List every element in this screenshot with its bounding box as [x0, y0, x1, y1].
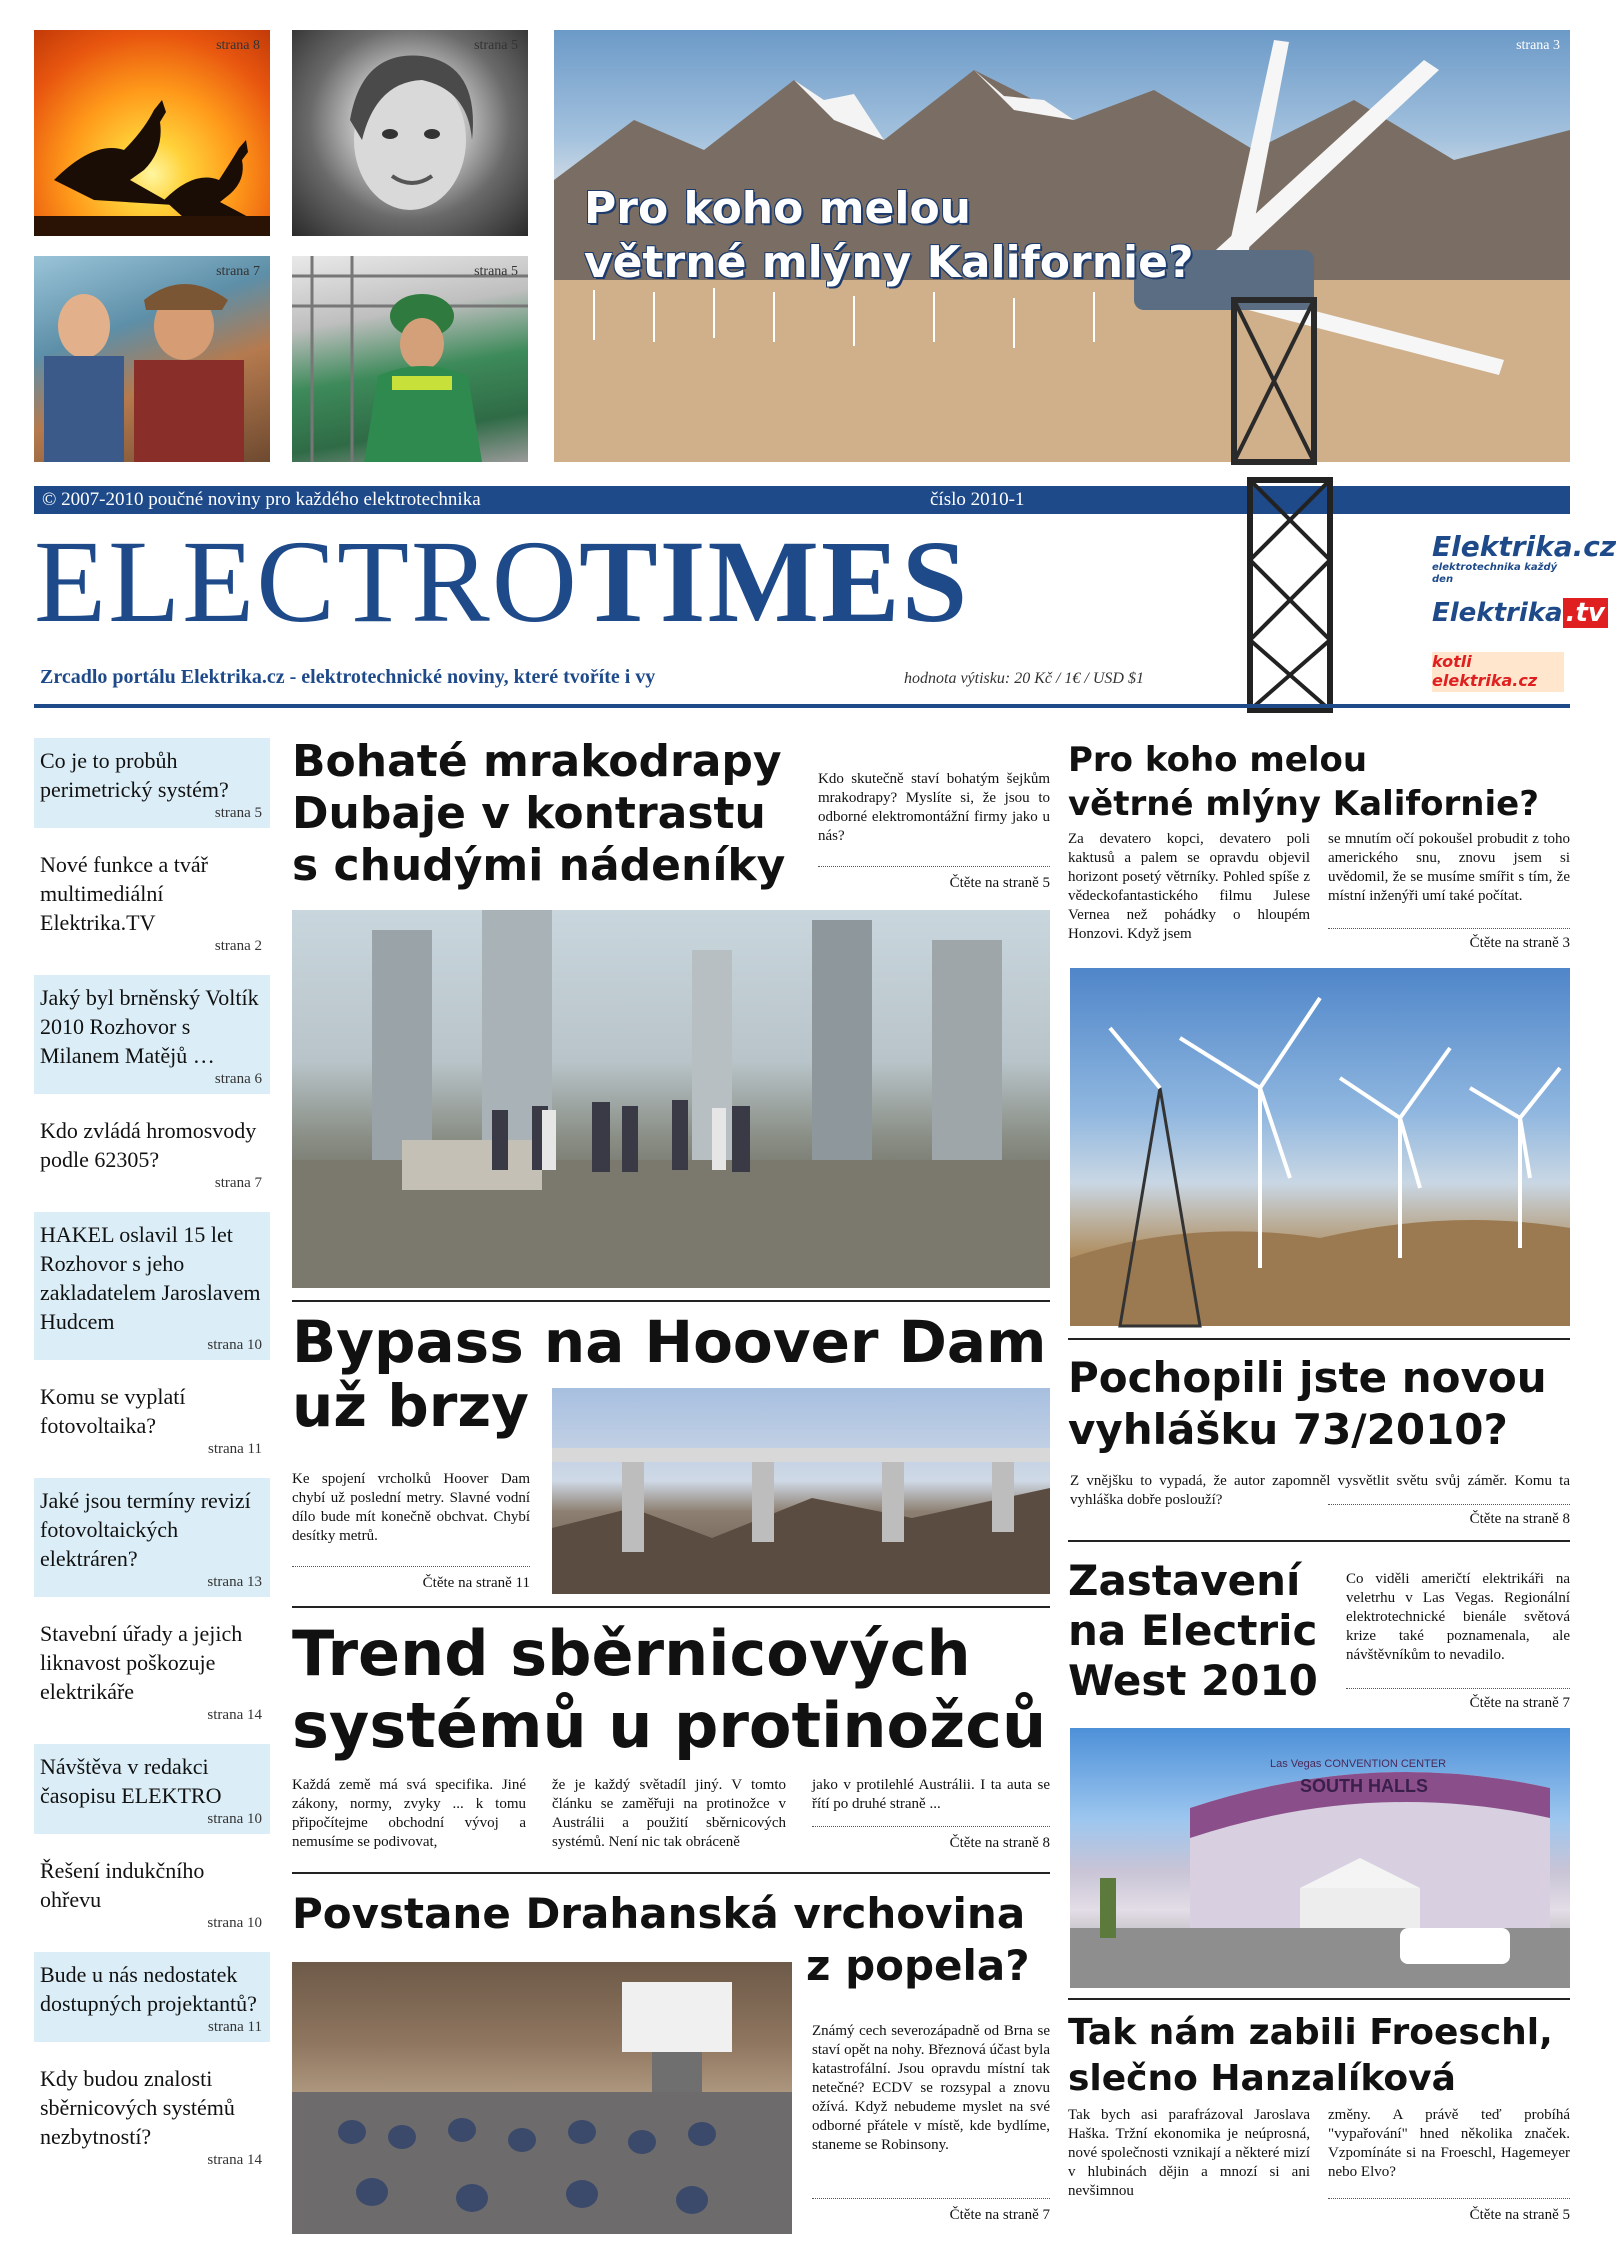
headline-line: Tak nám zabili Froeschl, — [1068, 2012, 1553, 2053]
froeschl-col-1: Tak bych asi parafrázoval Jaroslava Haška. Tržní ekonomika je neúprosná, nové společnosti vznikají a některé mizí v hlubinách dějin a mnozí si ani nevšimnou — [1068, 2107, 1310, 2199]
sidebar-item-page: strana 10 — [207, 1811, 262, 1827]
tile-page-label: strana 8 — [216, 38, 260, 53]
vyhlaska-read-more[interactable] — [1328, 1504, 1570, 1528]
sidebar-item-page: strana 14 — [207, 2152, 262, 2168]
section-rule — [292, 1872, 1050, 1874]
sidebar-item-title: Jaké jsou termíny revizí fotovoltaických elektráren? — [40, 1488, 251, 1571]
read-more-link[interactable]: Čtěte na straně 5 — [949, 875, 1050, 891]
elektrika-cz-logo[interactable] — [1432, 530, 1616, 585]
california-col-1: Za devatero kopci, devatero poli kaktusů a palem se opravdu objevil horizont posetý větrníky. Pohled spíše z vědeckofantastického filmu Julese Vernea než pohádky o hloupém Honzovi. Když jsem — [1068, 831, 1310, 942]
tile-page-label: strana 3 — [1516, 38, 1560, 53]
worker-icon — [292, 256, 528, 462]
title-bold: TIMES — [578, 516, 970, 647]
california-col-2: se mnutím očí pokoušel probudit z toho amerického snu, znovu jsem si uvědomil, že se musíme smířit s tím, že místní inženýři umí také počítat. — [1328, 831, 1570, 904]
sidebar-item-page: strana 10 — [207, 1915, 262, 1931]
headline-line: s chudými nádeníky — [292, 840, 786, 891]
tile-page-label: strana 5 — [474, 264, 518, 279]
kangaroo-silhouette-icon — [34, 30, 270, 236]
vyhlaska-lead: Z vnějšku to vypadá, že autor zapomněl vysvětlit světu svůj záměr. Komu ta vyhláška dobře poslouží? — [1070, 1473, 1570, 1508]
hero-headline-line: větrné mlýny Kalifornie? — [584, 237, 1194, 288]
logo-text: Elektrika.cz — [1432, 530, 1616, 563]
sidebar-item-title: Nové funkce a tvář multimediální Elektrika.TV — [40, 852, 208, 935]
read-more-link[interactable]: Čtěte na straně 7 — [949, 2207, 1050, 2223]
headline-line: už brzy — [292, 1372, 529, 1440]
issue-number: číslo 2010-1 — [930, 489, 1025, 510]
convention-sign: SOUTH HALLS — [1300, 1776, 1428, 1796]
hoover-lead: Ke spojení vrcholků Hoover Dam chybí už poslední metry. Slavné vodní dílo bude mít konečně obchvat. Chybí desítky metrů. — [292, 1471, 530, 1544]
sidebar-item[interactable] — [34, 975, 270, 1094]
trend-read-more[interactable] — [812, 1826, 1050, 1852]
sidebar-item-title: Jaký byl brněnský Voltík 2010 Rozhovor s Milanem Matějů … — [40, 985, 259, 1068]
hero-headline-line: Pro koho melou — [584, 183, 971, 234]
sidebar-item-page: strana 7 — [214, 1175, 262, 1191]
woman-portrait-photo[interactable] — [292, 30, 528, 236]
sidebar-item-title: Komu se vyplatí fotovoltaika? — [40, 1384, 186, 1438]
title-light: ELECTRO — [34, 516, 579, 647]
read-more-link[interactable]: Čtěte na straně 11 — [422, 1575, 530, 1591]
froeschl-col-2: změny. A právě teď probíhá "vypařování" hned několika značek. Vzpomínáte si na Froeschl, Hagemeyer nebo Elvo? — [1328, 2107, 1570, 2180]
lasvegas-lead: Co viděli američtí elektrikáři na veletrhu v Las Vegas. Regionální elektrotechnické bienále světová krize také poznamenala, ale návštěvníkům to nevadilo. — [1346, 1571, 1570, 1663]
newspaper-title — [34, 516, 970, 647]
masthead-divider — [34, 704, 1570, 708]
hoover-bridge-photo[interactable] — [552, 1388, 1050, 1594]
logo-text: kotli elektrika.cz — [1432, 652, 1538, 690]
windmills-photo[interactable] — [1070, 968, 1570, 1326]
logo-text: Elektrika — [1432, 598, 1563, 628]
section-rule — [292, 1300, 1050, 1302]
dubai-headline[interactable] — [292, 736, 785, 892]
sidebar-item-title: Co je to probůh perimetrický systém? — [40, 748, 229, 802]
worker-photo[interactable] — [292, 256, 528, 462]
sidebar-item[interactable] — [34, 738, 270, 828]
california-read-more[interactable] — [1328, 928, 1570, 952]
drahany-headline-2[interactable]: z popela? — [806, 1941, 1030, 1990]
wind-farm-hero-photo[interactable] — [554, 30, 1570, 462]
bridge-construction-icon — [552, 1388, 1050, 1594]
headline-line: West 2010 — [1068, 1656, 1318, 1705]
headline-line: Pro koho melou — [1068, 740, 1368, 780]
dubai-lead: Kdo skutečně staví bohatým šejkům mrakodrapy? Myslíte si, že jsou to odborné elektromontážní firmy jako u nás? — [818, 771, 1050, 844]
headline-line: Trend sběrnicových — [292, 1617, 971, 1690]
headline-line: Dubaje v kontrastu — [292, 788, 766, 839]
headline-line: slečno Hanzalíková — [1068, 2058, 1456, 2099]
tile-page-label: strana 7 — [216, 264, 260, 279]
trend-headline[interactable] — [292, 1618, 1046, 1762]
sidebar-item[interactable] — [34, 1744, 270, 1834]
read-more-link[interactable]: Čtěte na straně 8 — [949, 1835, 1050, 1851]
section-rule — [1068, 1338, 1570, 1340]
drahany-read-more[interactable] — [812, 2198, 1050, 2224]
sidebar-item-title: Návštěva v redakci časopisu ELEKTRO — [40, 1754, 222, 1808]
vyhlaska-headline[interactable] — [1068, 1352, 1547, 1456]
trend-col-1: Každá země má svá specifika. Jiné zákony, normy, zvyky ... k tomu připočítejme obchodní vývoj a nemusíme se podivovat, — [292, 1777, 526, 1850]
headline-line: vyhlášku 73/2010? — [1068, 1405, 1508, 1454]
elektrika-tv-logo[interactable] — [1432, 598, 1605, 638]
headline-line: systémů u protinožců — [292, 1689, 1047, 1762]
california-headline[interactable] — [1068, 738, 1539, 826]
sidebar-item-page: strana 13 — [207, 1574, 262, 1590]
turbine-tower-icon — [1210, 470, 1370, 710]
read-more-link[interactable]: Čtěte na straně 3 — [1469, 935, 1570, 951]
sidebar-item-title: Kdy budou znalosti sběrnicových systémů nezbytností? — [40, 2066, 235, 2149]
sidebar-item[interactable] — [34, 1374, 270, 1464]
kotli-elektrika-logo[interactable] — [1432, 652, 1564, 692]
sidebar-item-title: Bude u nás nedostatek dostupných projektantů? — [40, 1962, 257, 2016]
headline-line: Zastavení — [1068, 1556, 1301, 1605]
sidebar-item-page: strana 11 — [207, 2019, 262, 2035]
convention-center-photo[interactable] — [1070, 1728, 1570, 1988]
wind-turbines-icon — [1070, 968, 1570, 1326]
section-rule — [292, 1606, 1050, 1608]
sidebar-item-title: HAKEL oslavil 15 let Rozhovor s jeho zakladatelem Jaroslavem Hudcem — [40, 1222, 261, 1334]
price-text: hodnota výtisku: 20 Kč / 1€ / USD $1 — [904, 670, 1144, 687]
sidebar-item[interactable] — [34, 1848, 270, 1938]
lasvegas-read-more[interactable] — [1346, 1688, 1570, 1712]
copyright-text: © 2007-2010 poučné noviny pro každého elektrotechnika — [42, 489, 481, 510]
froeschl-headline[interactable] — [1068, 2010, 1553, 2102]
lasvegas-headline[interactable] — [1068, 1556, 1318, 1706]
sidebar-item[interactable] — [34, 1108, 270, 1198]
sidebar-item[interactable] — [34, 1212, 270, 1360]
conference-photo[interactable] — [292, 1962, 792, 2234]
tile-page-label: strana 5 — [474, 38, 518, 53]
sidebar-item-title: Kdo zvládá hromosvody podle 62305? — [40, 1118, 257, 1172]
sidebar-item-title: Stavební úřady a jejich liknavost poškozuje elektrikáře — [40, 1621, 243, 1704]
section-rule — [1068, 1998, 1570, 2000]
portrait-icon — [292, 30, 528, 236]
drahany-headline-1[interactable]: Povstane Drahanská vrchovina — [292, 1889, 1026, 1938]
sidebar-item-page: strana 6 — [214, 1071, 262, 1087]
read-more-link[interactable]: Čtěte na straně 5 — [1469, 2207, 1570, 2223]
convention-sign-small: Las Vegas CONVENTION CENTER — [1270, 1758, 1447, 1770]
skyscrapers-workers-icon — [292, 910, 1050, 1288]
trend-col-3: jako v protilehlé Austrálii. I ta auta se řítí po druhé straně ... — [812, 1777, 1050, 1812]
headline-line: Bohaté mrakodrapy — [292, 736, 782, 787]
headline-line: Pochopili jste novou — [1068, 1353, 1547, 1402]
sidebar-item[interactable] — [34, 842, 270, 961]
drahany-lead: Známý cech severozápadně od Brna se staví opět na nohy. Březnová účast byla katastrofální. Jsou opravdu místní tak netečné? ECDV se rozsypal a znovu ožívá. Když nebudeme myslet na své odborné přátele v místě, kde bydlíme, staneme se Robinsony. — [812, 2023, 1050, 2153]
sidebar-item-page: strana 5 — [214, 805, 262, 821]
kangaroo-photo[interactable] — [34, 30, 270, 236]
sidebar-item-page: strana 14 — [207, 1707, 262, 1723]
read-more-link[interactable]: Čtěte na straně 8 — [1469, 1511, 1570, 1527]
sidebar-item-page: strana 2 — [214, 938, 262, 954]
headline-line: Bypass na Hoover Dam — [292, 1308, 1047, 1376]
froeschl-read-more[interactable] — [1328, 2198, 1570, 2224]
sidebar-item[interactable] — [34, 1952, 270, 2042]
trend-col-2: že je každý světadíl jiný. V tomto článku se zaměřuji na protinožce v Austrálii a použití sběrnicových systémů. Není nic tak obráceně — [552, 1777, 786, 1850]
sidebar-item[interactable] — [34, 2056, 270, 2175]
hoover-read-more[interactable] — [292, 1566, 530, 1592]
tagline: Zrcadlo portálu Elektrika.cz - elektrotechnické noviny, které tvoříte i vy — [40, 666, 656, 688]
sidebar-item[interactable] — [34, 1478, 270, 1597]
hero-headline[interactable] — [584, 182, 1193, 290]
section-rule — [1068, 1540, 1570, 1542]
dubai-read-more[interactable] — [818, 866, 1050, 892]
sidebar-item-page: strana 11 — [207, 1441, 262, 1457]
sidebar-item-title: Řešení indukčního ohřevu — [40, 1858, 205, 1912]
logo-tv-badge: .tv — [1563, 598, 1608, 628]
two-men-icon — [34, 256, 270, 462]
logo-subtext: elektrotechnika každý den — [1432, 562, 1558, 585]
sidebar-teasers — [34, 738, 270, 2189]
dubai-workers-photo[interactable] — [292, 910, 1050, 1288]
interview-photo[interactable] — [34, 256, 270, 462]
sidebar-item[interactable] — [34, 1611, 270, 1730]
sidebar-item-page: strana 10 — [207, 1337, 262, 1353]
headline-line: na Electric — [1068, 1606, 1318, 1655]
conference-hall-icon — [292, 1962, 792, 2234]
read-more-link[interactable]: Čtěte na straně 7 — [1469, 1695, 1570, 1711]
headline-line: větrné mlýny Kalifornie? — [1068, 784, 1539, 824]
